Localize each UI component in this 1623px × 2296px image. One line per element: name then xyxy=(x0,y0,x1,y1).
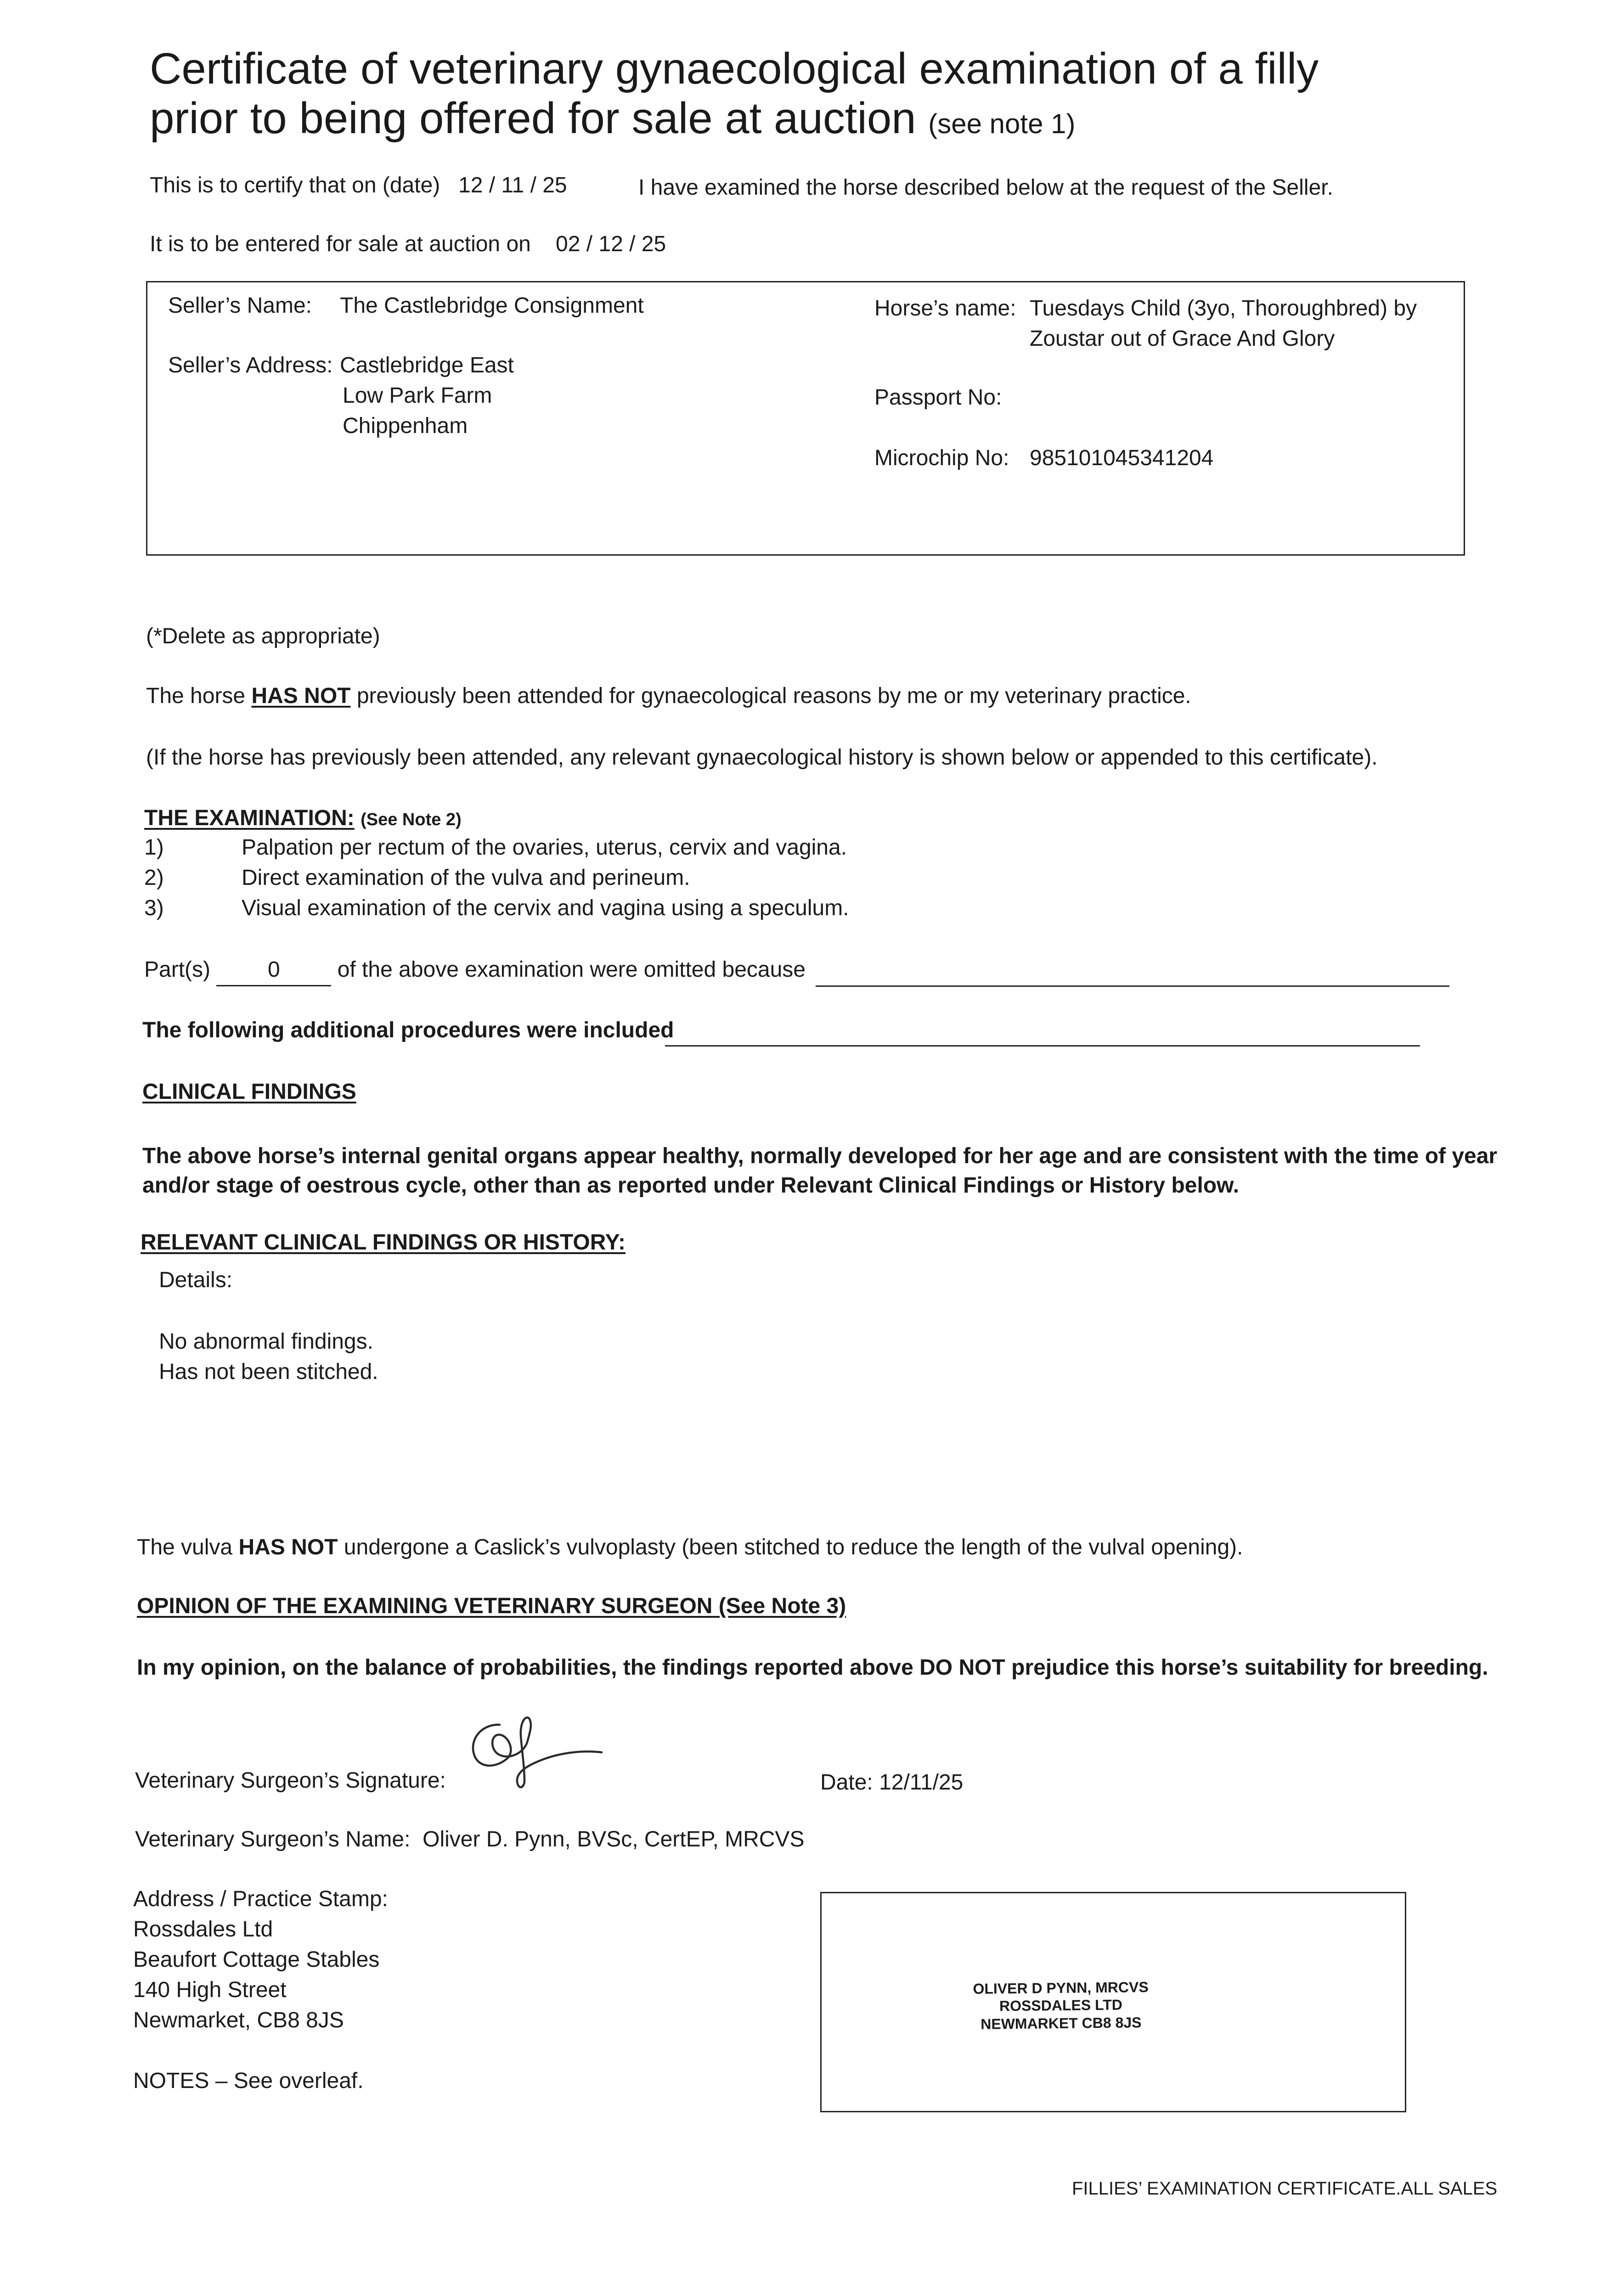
horse-name-line2: Zoustar out of Grace And Glory xyxy=(1030,326,1335,351)
details-label: Details: xyxy=(159,1268,233,1292)
vulva-suffix: undergone a Caslick’s vulvoplasty (been stitched to reduce the length of the vulval opening). xyxy=(344,1535,1243,1559)
notes-reference: NOTES – See overleaf. xyxy=(133,2069,364,2093)
certificate-title-line2 xyxy=(150,95,1075,142)
examination-heading-note: (See Note 2) xyxy=(361,810,462,829)
exam-item-num: 3) xyxy=(144,896,164,920)
parts-suffix: of the above examination were omitted because xyxy=(337,957,806,982)
attended-prefix: The horse xyxy=(146,684,246,708)
practice-stamp xyxy=(923,1978,1199,2033)
date-value: 12/11/25 xyxy=(879,1770,964,1795)
vulva-statement xyxy=(137,1533,1243,1563)
detail-line: No abnormal findings. xyxy=(159,1329,373,1354)
certify-suffix: I have examined the horse described below at the request of the Seller. xyxy=(638,175,1333,200)
vet-name: Oliver D. Pynn, BVSc, CertEP, MRCVS xyxy=(423,1827,805,1851)
clinical-findings-heading: CLINICAL FINDINGS xyxy=(142,1080,356,1104)
parts-value: 0 xyxy=(216,955,331,986)
practice-address-line: Newmarket, CB8 8JS xyxy=(133,2008,344,2032)
relevant-findings-heading: RELEVANT CLINICAL FINDINGS OR HISTORY: xyxy=(141,1230,626,1255)
parts-omitted-row xyxy=(144,955,806,986)
vulva-prefix: The vulva xyxy=(137,1535,233,1559)
opinion-heading: OPINION OF THE EXAMINING VETERINARY SURGEON (See Note 3) xyxy=(137,1594,846,1618)
parts-prefix: Part(s) xyxy=(144,957,210,982)
vulva-status: HAS NOT xyxy=(238,1535,338,1559)
vet-date xyxy=(820,1768,963,1798)
attended-statement xyxy=(146,681,1191,711)
exam-item-text: Direct examination of the vulva and perineum. xyxy=(242,866,690,890)
signature-image xyxy=(464,1708,620,1795)
microchip-number: 985101045341204 xyxy=(1030,446,1214,470)
exam-item-text: Palpation per rectum of the ovaries, uterus, cervix and vagina. xyxy=(242,835,847,860)
stamp-line: ROSSDALES LTD xyxy=(999,1996,1123,2015)
vet-name-row xyxy=(135,1825,804,1855)
seller-name-label: Seller’s Name: xyxy=(168,293,312,318)
date-label: Date: xyxy=(820,1770,873,1795)
additional-procedures-label: The following additional procedures were included xyxy=(142,1018,674,1042)
practice-address-line: Beaufort Cottage Stables xyxy=(133,1947,380,1972)
delete-note: (*Delete as appropriate) xyxy=(146,624,380,648)
exam-item-num: 1) xyxy=(144,835,164,860)
seller-name: The Castlebridge Consignment xyxy=(340,293,644,318)
detail-line: Has not been stitched. xyxy=(159,1360,378,1384)
exam-item-num: 2) xyxy=(144,866,164,890)
horse-name-line1: Tuesdays Child (3yo, Thoroughbred) by xyxy=(1030,296,1417,321)
passport-label: Passport No: xyxy=(874,385,1002,410)
omitted-reason-line xyxy=(816,985,1449,987)
practice-address-label: Address / Practice Stamp: xyxy=(133,1887,388,1911)
seller-address-line: Low Park Farm xyxy=(343,383,492,408)
attended-status: HAS NOT xyxy=(251,684,351,708)
clinical-statement-line1: The above horse’s internal genital organs appear healthy, normally developed for her age and are consistent with the time of year xyxy=(142,1144,1498,1168)
auction-date: 02 / 12 / 25 xyxy=(556,232,666,256)
certificate-title-line1: Certificate of veterinary gynaecological examination of a filly xyxy=(150,44,1319,93)
footer-form-id: FILLIES’ EXAMINATION CERTIFICATE.ALL SALES xyxy=(1072,2178,1498,2199)
auction-prefix: It is to be entered for sale at auction on xyxy=(150,232,531,256)
vet-name-label: Veterinary Surgeon’s Name: xyxy=(135,1827,411,1851)
practice-address-line: 140 High Street xyxy=(133,1978,287,2002)
seller-address-line: Chippenham xyxy=(343,414,468,438)
stamp-line: OLIVER D PYNN, MRCVS xyxy=(973,1979,1149,1998)
practice-address-line: Rossdales Ltd xyxy=(133,1917,273,1941)
seller-address-label: Seller’s Address: xyxy=(168,353,333,377)
examination-heading-text: THE EXAMINATION: xyxy=(144,806,355,830)
exam-item-text: Visual examination of the cervix and vagina using a speculum. xyxy=(242,896,849,920)
exam-date: 12 / 11 / 25 xyxy=(458,173,567,197)
additional-procedures-line xyxy=(665,1045,1420,1047)
examination-heading xyxy=(144,804,462,833)
signature-label: Veterinary Surgeon’s Signature: xyxy=(135,1768,446,1793)
title-note: (see note 1) xyxy=(928,108,1076,139)
opinion-statement: In my opinion, on the balance of probabilities, the findings reported above DO NOT prejudice this horse’s suitability for breeding. xyxy=(137,1655,1488,1680)
title-line2-text: prior to being offered for sale at auction xyxy=(150,94,916,143)
attended-suffix: previously been attended for gynaecological reasons by me or my veterinary practice. xyxy=(356,684,1191,708)
microchip-label: Microchip No: xyxy=(874,446,1009,470)
seller-address-line: Castlebridge East xyxy=(340,353,514,377)
stamp-line: NEWMARKET CB8 8JS xyxy=(981,2014,1142,2032)
history-note: (If the horse has previously been attended, any relevant gynaecological history is shown below or appended to this certificate). xyxy=(146,745,1378,770)
certify-prefix: This is to certify that on (date) xyxy=(150,173,440,197)
clinical-statement-line2: and/or stage of oestrous cycle, other than as reported under Relevant Clinical Findings or History below. xyxy=(142,1173,1240,1198)
horse-name-label: Horse’s name: xyxy=(874,296,1016,321)
